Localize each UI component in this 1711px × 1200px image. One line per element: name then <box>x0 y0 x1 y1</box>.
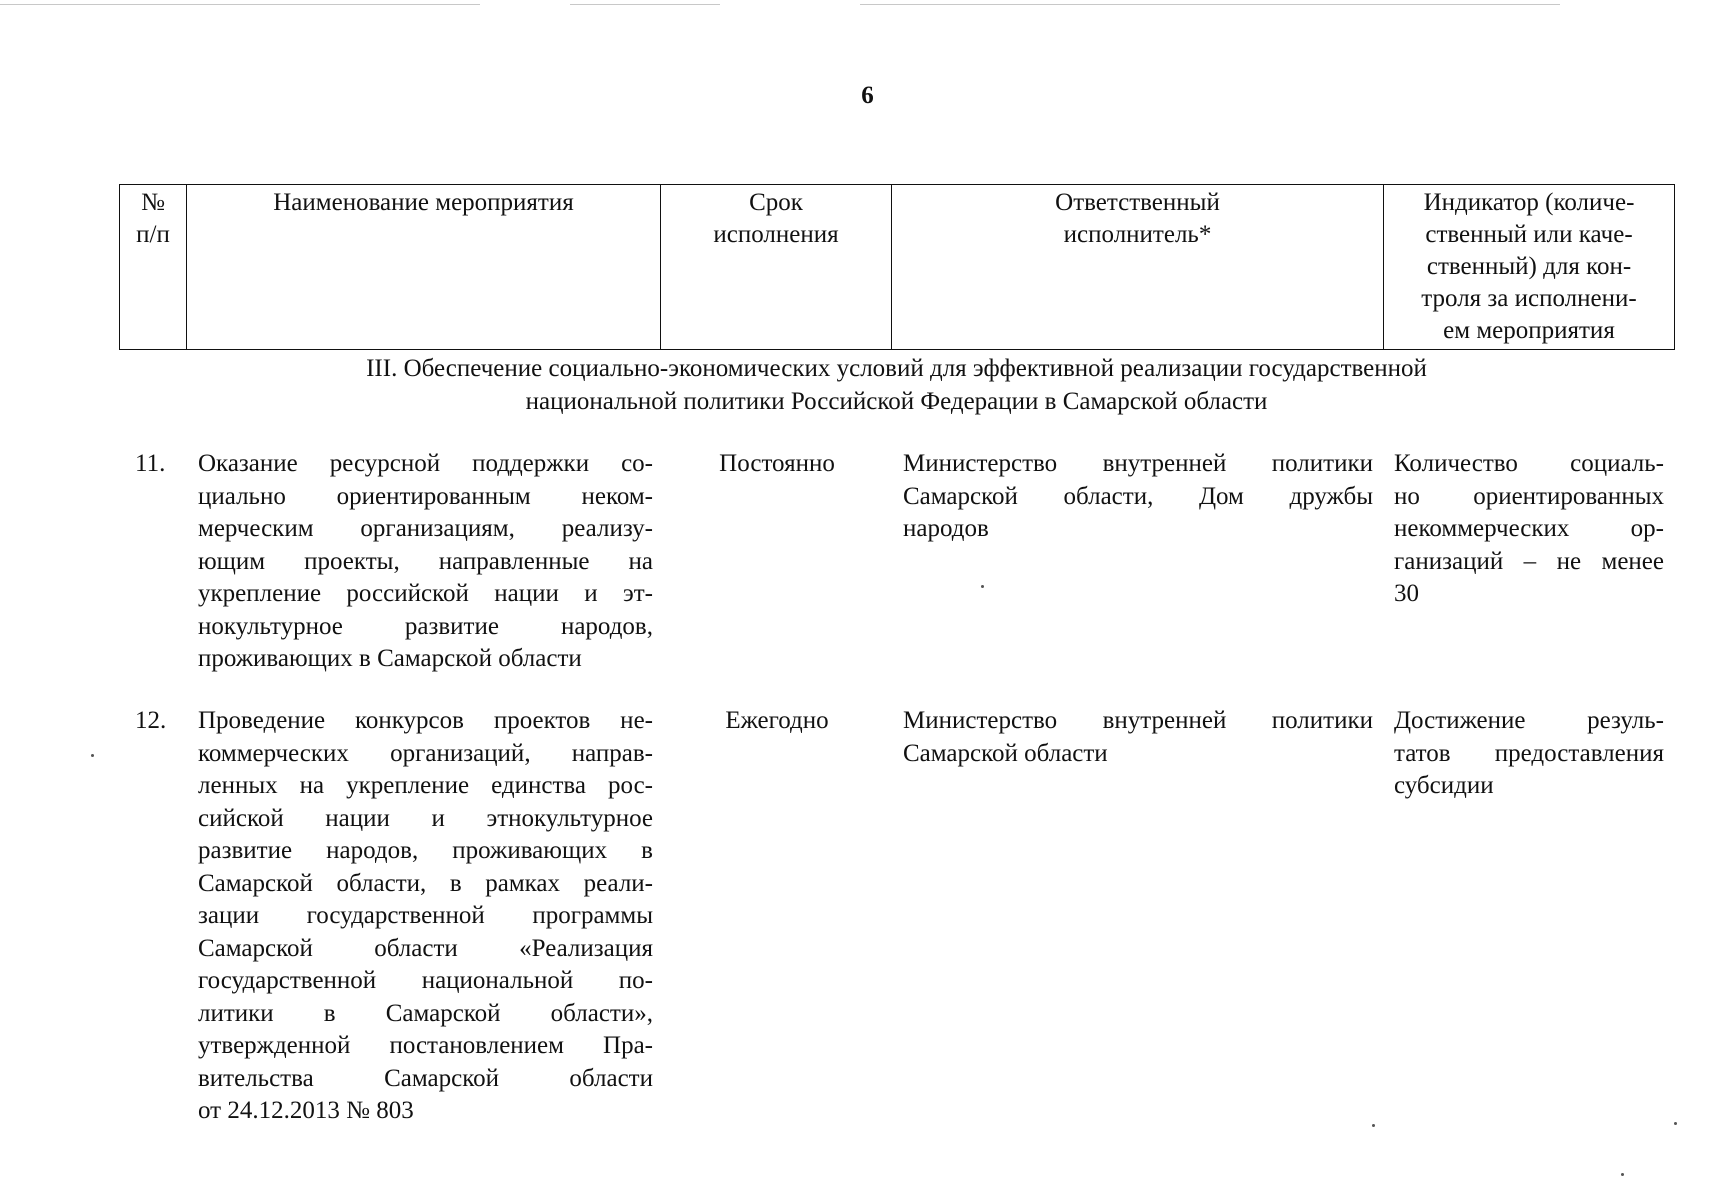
text-line: Министерство внутренней политики <box>903 450 1373 477</box>
scan-speck <box>91 754 94 757</box>
table-header-row <box>120 185 1675 350</box>
text-line: Самарской области, Дом дружбы <box>903 482 1373 510</box>
header-line: Наименование мероприятия <box>273 189 574 216</box>
text-line: субсидии <box>1394 772 1494 799</box>
header-line: № <box>141 189 165 216</box>
text-line: Проведение конкурсов проектов не- <box>198 707 653 734</box>
header-line: исполнитель* <box>1063 221 1212 248</box>
row-executor <box>903 705 1373 770</box>
section-title <box>119 352 1674 418</box>
header-line: Индикатор (количе- <box>1423 189 1635 216</box>
row-term <box>664 448 890 481</box>
text-line: Оказание ресурсной поддержки со- <box>198 450 653 477</box>
header-line: троля за исполнени- <box>1421 285 1637 312</box>
header-num <box>120 185 187 350</box>
scan-speck <box>1372 1124 1375 1127</box>
row-activity-name <box>198 705 653 1128</box>
text-line: зации государственной программы <box>198 902 653 929</box>
text-line: нокультурное развитие народов, <box>198 612 653 640</box>
row-indicator <box>1394 705 1664 803</box>
text-line: утвержденной постановлением Пра- <box>198 1032 653 1059</box>
text-line: литики в Самарской области», <box>198 999 653 1027</box>
text-line: мерческим организациям, реализу- <box>198 515 653 542</box>
text-line: народов <box>903 515 989 542</box>
row-term <box>664 705 890 738</box>
table-header <box>119 184 1675 350</box>
header-term <box>661 185 892 350</box>
section-title-line: национальной политики Российской Федерации в Самарской области <box>525 388 1268 415</box>
text-line: Самарской области, в рамках реали- <box>198 869 653 897</box>
text-line: ленных на укрепление единства рос- <box>198 772 653 799</box>
text-line: ющим проекты, направленные на <box>198 547 653 575</box>
text-line: вительства Самарской области <box>198 1064 653 1092</box>
header-line: п/п <box>136 221 170 248</box>
text-line: Министерство внутренней политики <box>903 707 1373 734</box>
header-line: Ответственный <box>1055 189 1220 216</box>
text-line: проживающих в Самарской области <box>198 645 582 672</box>
header-indicator <box>1384 185 1675 350</box>
text-line: укрепление российской нации и эт- <box>198 580 653 607</box>
text-line: Самарской области «Реализация <box>198 934 653 962</box>
text-line: циально ориентированным неком- <box>198 482 653 510</box>
text-line: от 24.12.2013 № 803 <box>198 1097 414 1124</box>
text-line: Самарской области <box>903 739 1108 767</box>
text-line: татов предоставления <box>1394 739 1664 767</box>
row-activity-name <box>198 448 653 676</box>
row-number: 11. <box>135 450 166 477</box>
header-name <box>187 185 661 350</box>
header-line: ственный) для кон- <box>1426 253 1632 280</box>
section-title-line: III. Обеспечение социально-экономических условий для эффективной реализации государственной <box>366 355 1427 382</box>
scan-artifact-line <box>860 4 1560 5</box>
scan-speck <box>1621 1173 1624 1176</box>
scan-speck <box>981 585 984 588</box>
text-line: но ориентированных <box>1394 482 1664 510</box>
text-line: 30 <box>1394 580 1419 607</box>
page-number: 6 <box>861 82 874 109</box>
text-line: Достижение резуль- <box>1394 707 1664 734</box>
text-line: развитие народов, проживающих в <box>198 837 653 864</box>
header-line: Срок <box>749 189 803 216</box>
text-line: сийской нации и этнокультурное <box>198 804 653 832</box>
scan-speck <box>1674 1122 1677 1125</box>
text-line: Ежегодно <box>725 707 829 734</box>
header-executor <box>892 185 1384 350</box>
row-number: 12. <box>135 707 167 734</box>
text-line: государственной национальной по- <box>198 967 653 994</box>
text-line: Постоянно <box>719 450 835 477</box>
scan-artifact-line <box>0 4 480 5</box>
row-executor <box>903 448 1373 546</box>
header-line: ем мероприятия <box>1443 317 1615 344</box>
row-indicator <box>1394 448 1664 611</box>
text-line: ганизаций – не менее <box>1394 547 1664 575</box>
header-line: исполнения <box>713 221 839 248</box>
text-line: некоммерческих ор- <box>1394 515 1664 542</box>
header-line: ственный или каче- <box>1425 221 1633 248</box>
scan-artifact-line <box>570 4 720 5</box>
text-line: коммерческих организаций, направ- <box>198 739 653 767</box>
text-line: Количество социаль- <box>1394 450 1664 477</box>
